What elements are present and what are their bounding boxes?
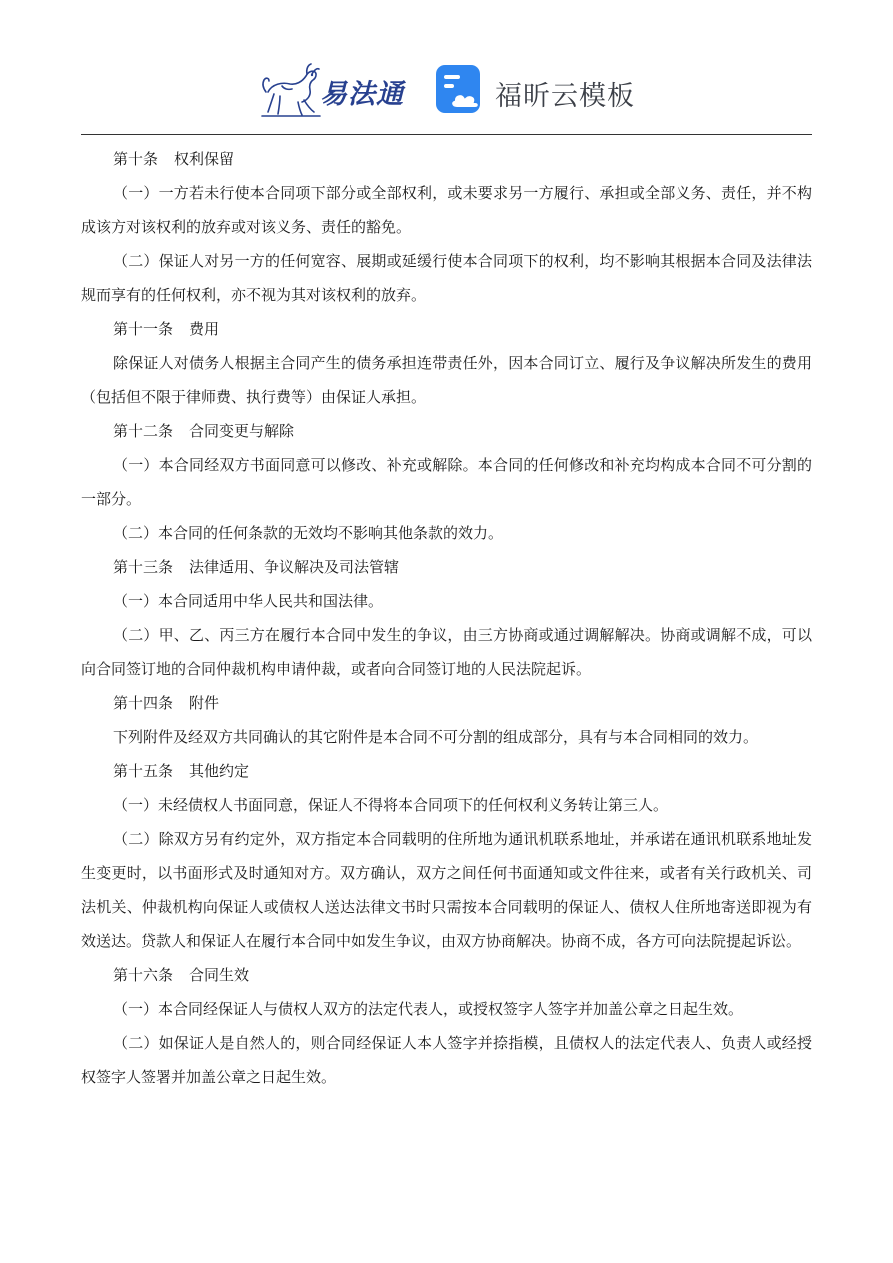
page-header — [0, 58, 893, 124]
section-heading — [81, 312, 812, 346]
paragraph: （二）本合同的任何条款的无效均不影响其他条款的效力。 — [113, 524, 504, 542]
paragraph: （二）如保证人是自然人的，则合同经保证人本人签字并捺指模，且债权人的法定代表人、负责人或经授权签字人签署并加盖公章之日起生效。 — [81, 1034, 812, 1086]
paragraph: （二）保证人对另一方的任何宽容、展期或延缓行使本合同项下的权利，均不影响其根据本合同及法律法规而享有的任何权利，亦不视为其对该权利的放弃。 — [81, 252, 812, 304]
qilin-horse-icon — [260, 62, 322, 118]
section-number: 第十条 — [113, 150, 159, 168]
paragraph: （二）除双方另有约定外，双方指定本合同载明的住所地为通讯机联系地址，并承诺在通讯机联系地址发生变更时，以书面形式及时通知对方。双方确认，双方之间任何书面通知或文件往来，或者有关行政机关、司法机关、仲裁机构向保证人或债权人送达法律文书时只需按本合同载明的保证人、债权人住所地寄送即视为有效送达。贷款人和保证人在履行本合同中如发生争议，由双方协商解决。协商不成，各方可向法院提起诉讼。 — [81, 830, 812, 950]
section-heading — [81, 958, 812, 992]
section-heading — [81, 686, 812, 720]
section-number: 第十三条 — [113, 558, 174, 576]
foxit-brand-text: 福昕云模板 — [495, 81, 635, 112]
section-heading — [81, 414, 812, 448]
paragraph: （一）未经债权人书面同意，保证人不得将本合同项下的任何权利义务转让第三人。 — [113, 796, 669, 814]
document-cloud-icon — [435, 64, 485, 114]
paragraph: 除保证人对债务人根据主合同产生的债务承担连带责任外，因本合同订立、履行及争议解决所发生的费用（包括但不限于律师费、执行费等）由保证人承担。 — [81, 354, 812, 406]
section-title: 合同生效 — [189, 966, 250, 984]
section-title: 附件 — [189, 694, 220, 712]
section-number: 第十二条 — [113, 422, 174, 440]
document-body — [81, 142, 812, 1094]
section-number: 第十六条 — [113, 966, 174, 984]
section-number: 第十四条 — [113, 694, 174, 712]
foxit-template-logo — [435, 64, 645, 120]
paragraph: （一）本合同经双方书面同意可以修改、补充或解除。本合同的任何修改和补充均构成本合同不可分割的一部分。 — [81, 456, 812, 508]
paragraph: 下列附件及经双方共同确认的其它附件是本合同不可分割的组成部分，具有与本合同相同的效力。 — [113, 728, 759, 746]
header-divider — [81, 134, 812, 135]
section-heading — [81, 142, 812, 176]
section-title: 其他约定 — [189, 762, 250, 780]
section-number: 第十一条 — [113, 320, 174, 338]
paragraph: （二）甲、乙、丙三方在履行本合同中发生的争议，由三方协商或通过调解解决。协商或调解不成，可以向合同签订地的合同仲裁机构申请仲裁，或者向合同签订地的人民法院起诉。 — [81, 626, 812, 678]
section-title: 合同变更与解除 — [189, 422, 295, 440]
section-title: 法律适用、争议解决及司法管辖 — [189, 558, 400, 576]
section-title: 权利保留 — [174, 150, 235, 168]
paragraph: （一）本合同经保证人与债权人双方的法定代表人，或授权签字人签字并加盖公章之日起生效。 — [113, 1000, 744, 1018]
section-heading — [81, 754, 812, 788]
section-heading — [81, 550, 812, 584]
yifatong-brand-text: 易法通 — [320, 79, 404, 110]
yifatong-logo — [260, 62, 420, 118]
paragraph: （一）本合同适用中华人民共和国法律。 — [113, 592, 384, 610]
section-number: 第十五条 — [113, 762, 174, 780]
paragraph: （一）一方若未行使本合同项下部分或全部权利，或未要求另一方履行、承担或全部义务、责任，并不构成该方对该权利的放弃或对该义务、责任的豁免。 — [81, 184, 812, 236]
section-title: 费用 — [189, 320, 220, 338]
